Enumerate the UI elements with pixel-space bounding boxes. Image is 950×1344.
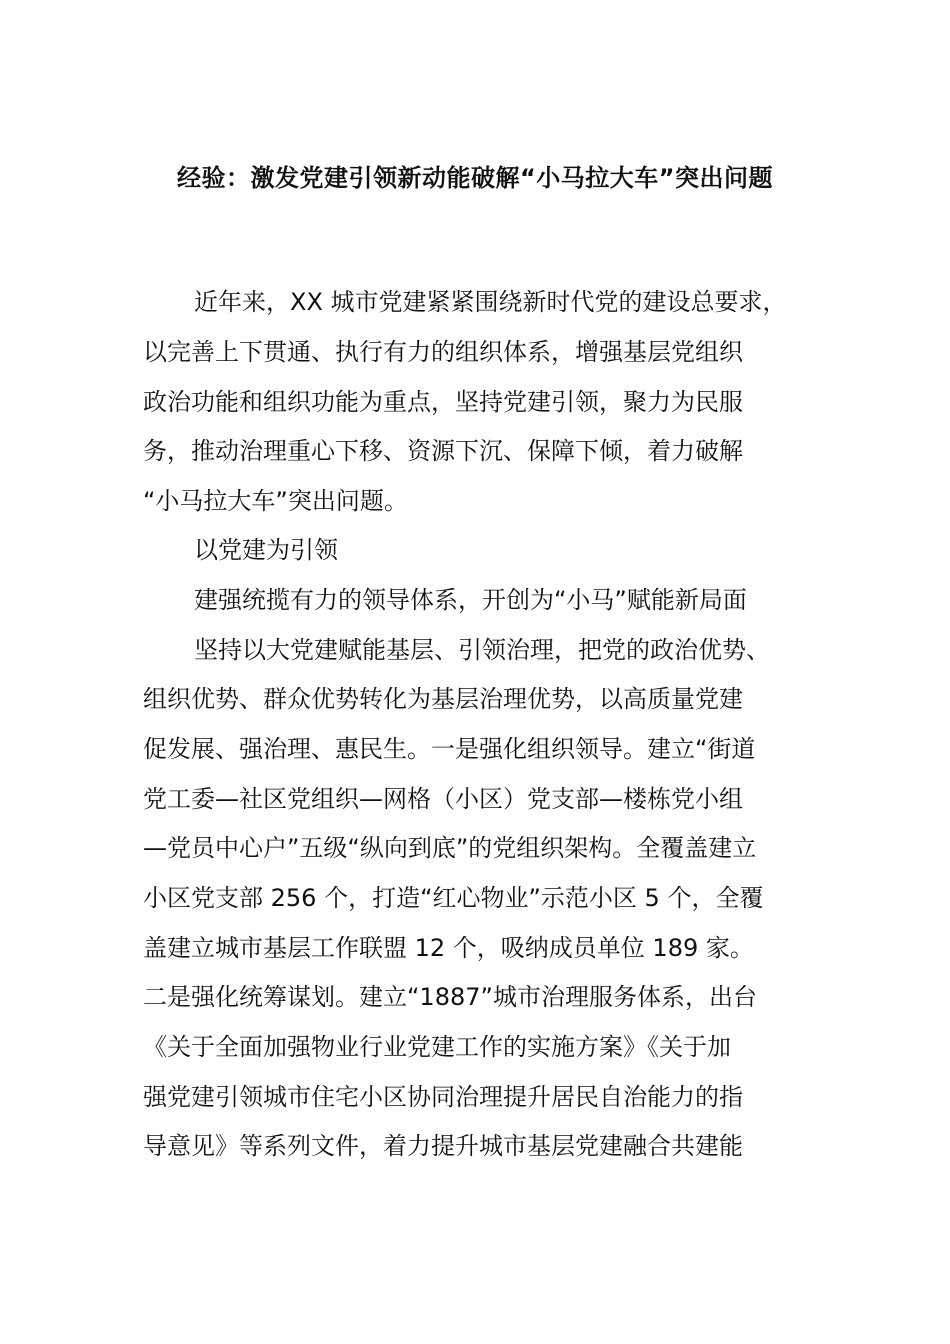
paragraph-line: 党工委—社区党组织—网格（小区）党支部—楼栋党小组	[143, 785, 743, 813]
paragraph-line: —党员中心户”五级“纵向到底”的党组织架构。全覆盖建立	[143, 834, 757, 862]
document-title: 经验：激发党建引领新动能破解“小马拉大车”突出问题	[176, 164, 774, 192]
paragraph-line: 强党建引领城市住宅小区协同治理提升居民自治能力的指	[143, 1083, 743, 1111]
section-heading: 以党建为引领	[194, 536, 338, 564]
paragraph-line: 政治功能和组织功能为重点，坚持党建引领，聚力为民服	[143, 388, 743, 416]
paragraph-line: 以完善上下贯通、执行有力的组织体系，增强基层党组织	[143, 338, 743, 366]
paragraph-line: 组织优势、群众优势转化为基层治理优势，以高质量党建	[143, 685, 743, 713]
paragraph-line: 小区党支部 256 个，打造“红心物业”示范小区 5 个，全覆	[143, 884, 764, 912]
section-subheading: 建强统揽有力的领导体系，开创为“小马”赋能新局面	[194, 586, 747, 614]
paragraph-line: 促发展、强治理、惠民生。一是强化组织领导。建立“街道	[143, 735, 756, 763]
paragraph-line: 坚持以大党建赋能基层、引领治理，把党的政治优势、	[194, 636, 770, 664]
paragraph-line: “小马拉大车”突出问题。	[143, 487, 408, 515]
paragraph-line: 二是强化统筹谋划。建立“1887”城市治理服务体系，出台	[143, 983, 757, 1011]
paragraph-line: 近年来，XX 城市党建紧紧围绕新时代党的建设总要求，	[194, 288, 787, 316]
paragraph-line: 《关于全面加强物业行业党建工作的实施方案》《关于加	[143, 1033, 731, 1061]
paragraph-line: 盖建立城市基层工作联盟 12 个，吸纳成员单位 189 家。	[143, 934, 754, 962]
paragraph-line: 务，推动治理重心下移、资源下沉、保障下倾，着力破解	[143, 437, 743, 465]
paragraph-line: 导意见》等系列文件，着力提升城市基层党建融合共建能	[143, 1132, 743, 1160]
